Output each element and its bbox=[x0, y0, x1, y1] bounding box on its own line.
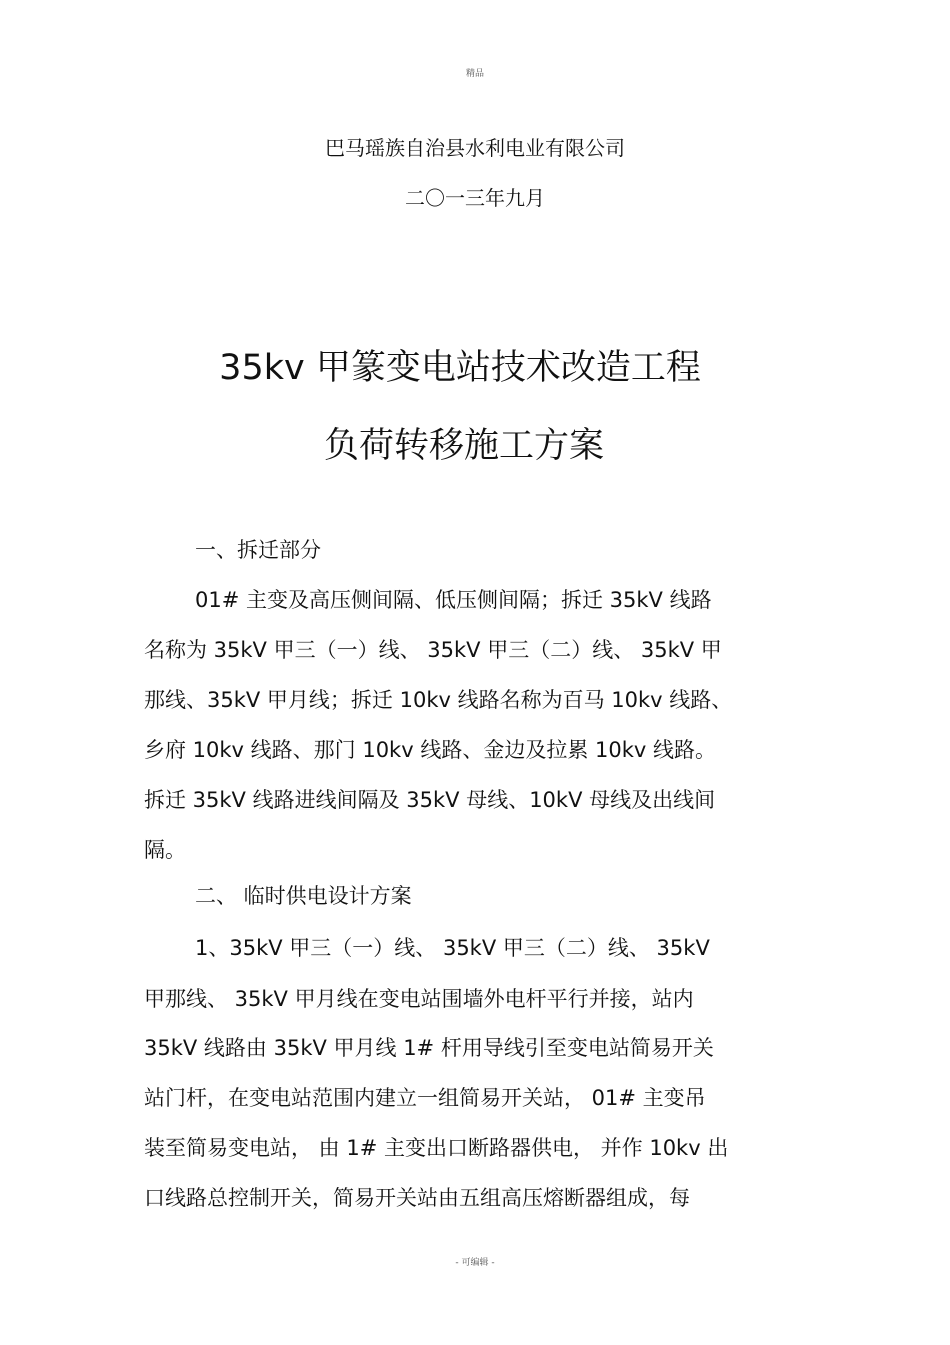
page-header: 精品 bbox=[465, 69, 484, 79]
body-line: 乡府 10kv 线路、那门 10kv 线路、金边及拉累 10kv 线路。 bbox=[144, 738, 716, 762]
body-line: 站门杆，在变电站范围内建立一组简易开关站， 01# 主变吊 bbox=[144, 1086, 706, 1110]
body-line: 那线、35kV 甲月线；拆迁 10kv 线路名称为百马 10kv 线路、 bbox=[144, 688, 733, 712]
document-date: 二〇一三年九月 bbox=[405, 186, 545, 210]
page-footer: - 可编辑 - bbox=[455, 1258, 495, 1268]
body-line: 口线路总控制开关，简易开关站由五组高压熔断器组成，每 bbox=[144, 1186, 690, 1210]
section-heading-temporary-supply: 二、 临时供电设计方案 bbox=[195, 884, 412, 908]
company-name: 巴马瑶族自治县水利电业有限公司 bbox=[325, 136, 625, 160]
body-line: 名称为 35kV 甲三（一）线、 35kV 甲三（二）线、 35kV 甲 bbox=[144, 638, 722, 662]
body-line: 隔。 bbox=[144, 838, 186, 862]
body-line: 拆迁 35kV 线路进线间隔及 35kV 母线、10kV 母线及出线间 bbox=[144, 788, 716, 812]
document-title-line2: 负荷转移施工方案 bbox=[323, 426, 604, 466]
body-line: 1、35kV 甲三（一）线、 35kV 甲三（二）线、 35kV bbox=[195, 936, 710, 960]
body-line: 35kV 线路由 35kV 甲月线 1# 杆用导线引至变电站简易开关 bbox=[144, 1036, 714, 1060]
body-line: 甲那线、 35kV 甲月线在变电站围墙外电杆平行并接，站内 bbox=[144, 987, 694, 1011]
section-heading-demolition: 一、拆迁部分 bbox=[195, 538, 321, 562]
body-line: 装至简易变电站， 由 1# 主变出口断路器供电， 并作 10kv 出 bbox=[144, 1136, 729, 1160]
document-title-line1: 35kv 甲篆变电站技术改造工程 bbox=[219, 348, 701, 388]
body-line: 01# 主变及高压侧间隔、低压侧间隔；拆迁 35kV 线路 bbox=[195, 588, 712, 612]
